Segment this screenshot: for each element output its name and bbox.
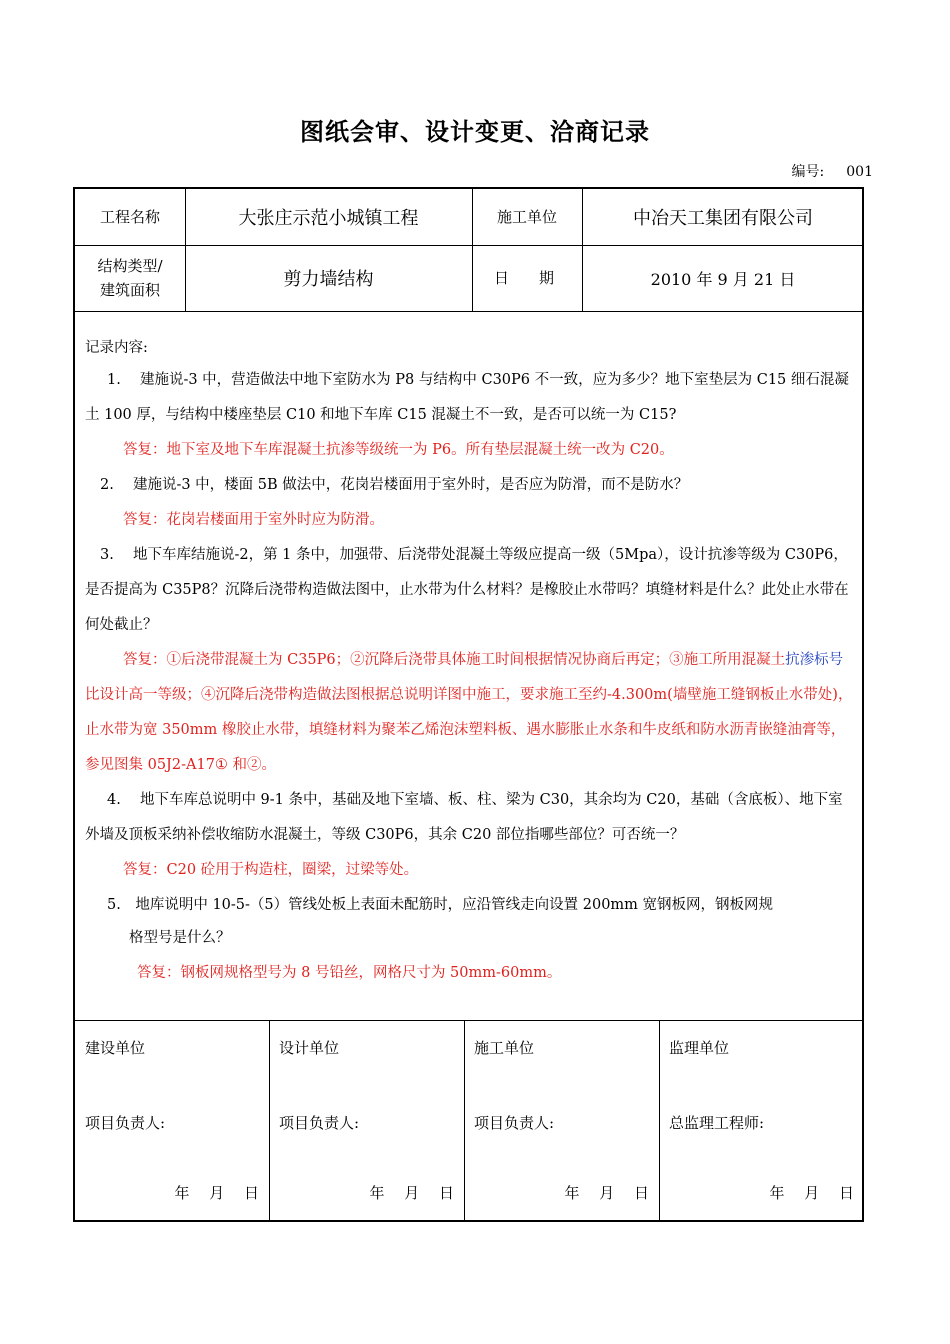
signature-designer bbox=[269, 1022, 464, 1222]
signature-supervisor bbox=[659, 1022, 864, 1222]
signature-person: 项目负责人: bbox=[85, 1114, 166, 1132]
answer-3 bbox=[85, 643, 855, 783]
signature-unit: 监理单位 bbox=[669, 1039, 730, 1057]
signature-unit: 设计单位 bbox=[279, 1039, 340, 1057]
signature-person: 项目负责人: bbox=[279, 1114, 360, 1132]
document-number bbox=[792, 161, 873, 181]
signature-contractor bbox=[464, 1022, 659, 1222]
structure-type-label-line1: 结构类型/ bbox=[97, 257, 163, 275]
record-form bbox=[73, 187, 864, 1222]
record-content bbox=[85, 337, 855, 991]
answer-1: 答复：地下室及地下车库混凝土抗渗等级统一为 P6。所有垫层混凝土统一改为 C20。 bbox=[123, 442, 674, 458]
structure-type-value: 剪力墙结构 bbox=[283, 269, 374, 290]
question-5-line2: 格型号是什么？ bbox=[129, 930, 231, 946]
question-3: 3. 地下车库结施说-2，第 1 条中，加强带、后浇带处混凝土等级应提高一级（5Mpa），设计抗渗等级为 C30P6，是否提高为 C35P8？沉降后浇带构造做法图中，止水带为什么材料？是橡胶止水带吗？填缝材料是什么？此处止水带在何处截止？ bbox=[85, 547, 849, 633]
answer-5: 答复：钢板网规格型号为 8 号铅丝，网格尺寸为 50mm-60mm。 bbox=[137, 965, 562, 981]
answer-3-highlight: 抗渗标号 bbox=[785, 652, 844, 668]
project-name-label: 工程名称 bbox=[99, 208, 160, 226]
question-5-line1: 5. 地库说明中 10-5-（5）管线处板上表面未配筋时，应沿管线走向设置 200mm 宽钢板网，钢板网规 bbox=[107, 897, 774, 913]
signature-date: 年 月 日 bbox=[564, 1184, 649, 1202]
signature-date: 年 月 日 bbox=[174, 1184, 259, 1202]
date-value: 2010 年 9 月 21 日 bbox=[650, 269, 796, 289]
row-divider bbox=[75, 1020, 862, 1021]
signature-owner bbox=[75, 1022, 269, 1222]
contractor-value: 中冶天工集团有限公司 bbox=[633, 208, 813, 229]
project-name-value: 大张庄示范小城镇工程 bbox=[238, 208, 419, 229]
signature-date: 年 月 日 bbox=[369, 1184, 454, 1202]
signature-date: 年 月 日 bbox=[769, 1184, 854, 1202]
date-label: 日 期 bbox=[494, 269, 555, 287]
structure-type-label-line2: 建筑面积 bbox=[99, 281, 160, 299]
question-2: 2. 建施说-3 中，楼面 5B 做法中，花岗岩楼面用于室外时，是否应为防滑，而不是防水？ bbox=[100, 477, 689, 493]
signature-person: 总监理工程师: bbox=[669, 1114, 765, 1132]
signature-unit: 建设单位 bbox=[85, 1039, 146, 1057]
contractor-label: 施工单位 bbox=[496, 208, 557, 226]
content-heading: 记录内容: bbox=[85, 340, 148, 356]
signature-person: 项目负责人: bbox=[474, 1114, 555, 1132]
document-number-label: 编号: bbox=[791, 164, 825, 180]
answer-3-part1: 答复：①后浇带混凝土为 C35P6；②沉降后浇带具体施工时间根据情况协商后再定；③施工所用混凝土 bbox=[123, 652, 786, 668]
structure-type-label bbox=[75, 245, 185, 311]
signature-unit: 施工单位 bbox=[474, 1039, 535, 1057]
answer-3-part2: 比设计高一等级；④沉降后浇带构造做法图根据总说明详图中施工，要求施工至约-4.300m(墙壁施工缝钢板止水带处)，止水带为宽 350mm 橡胶止水带，填缝材料为聚苯乙烯泡沫塑料板、遇水膨胀止水条和牛皮纸和防水沥青嵌缝油膏等，参见图集 05J2-A17① 和②。 bbox=[85, 687, 853, 773]
answer-2: 答复：花岗岩楼面用于室外时应为防滑。 bbox=[123, 512, 384, 528]
question-1: 1. 建施说-3 中，营造做法中地下室防水为 P8 与结构中 C30P6 不一致，应为多少？地下室垫层为 C15 细石混凝土 100 厚，与结构中楼座垫层 C10 和地下车库 C15 混凝土不一致，是否可以统一为 C15? bbox=[85, 372, 849, 423]
page-title: 图纸会审、设计变更、洽商记录 bbox=[300, 118, 650, 146]
question-4: 4. 地下车库总说明中 9-1 条中，基础及地下室墙、板、柱、梁为 C30，其余均为 C20，基础（含底板）、地下室外墙及顶板采纳补偿收缩防水混凝土，等级 C30P6，其余 C20 部位指哪些部位？可否统一？ bbox=[85, 792, 843, 843]
row-divider bbox=[75, 311, 862, 312]
document-number-value: 001 bbox=[846, 164, 873, 180]
answer-4: 答复：C20 砼用于构造柱，圈梁，过梁等处。 bbox=[123, 862, 419, 878]
